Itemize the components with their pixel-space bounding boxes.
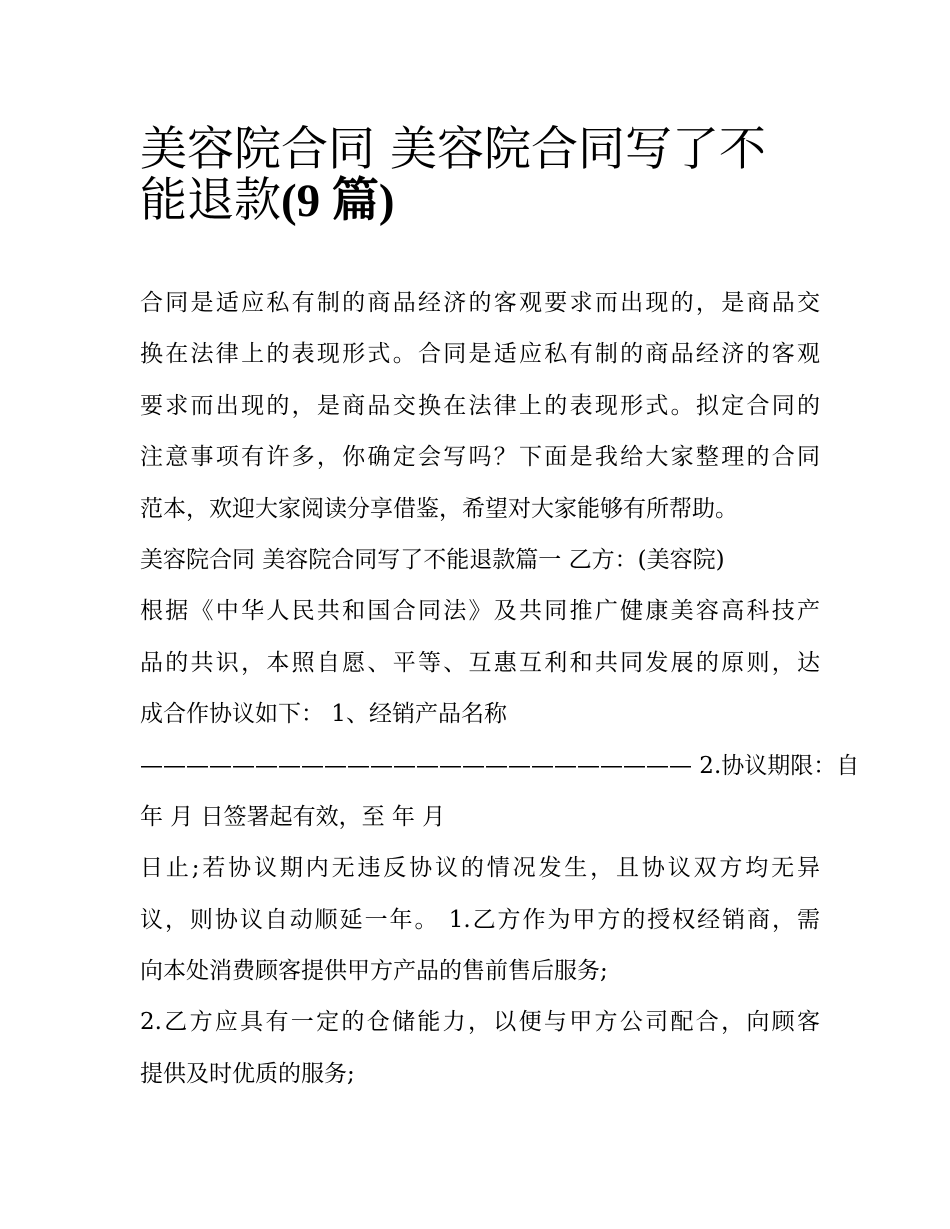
body-line: 2.乙方应具有一定的仓储能力，以便与甲方公司配合，向顾客	[140, 1009, 820, 1036]
title-line-2-count: (9 篇)	[281, 175, 395, 228]
body-line: 注意事项有许多，你确定会写吗？下面是我给大家整理的合同	[140, 444, 820, 471]
document-body	[140, 278, 860, 1100]
body-line: 日止;若协议期内无违反协议的情况发生，且协议双方均无异	[140, 855, 820, 882]
document-title	[140, 112, 820, 229]
body-line: 议，则协议自动顺延一年。 1.乙方作为甲方的授权经销商，需	[140, 906, 820, 933]
body-line: ———————————————————————— 2.协议期限：自	[140, 752, 860, 779]
title-line-1: 美容院合同 美容院合同写了不	[140, 122, 766, 177]
title-line-2-text: 能退款	[140, 173, 281, 229]
body-line: 年 月 日签署起有效，至 年 月	[140, 803, 446, 830]
body-line: 要求而出现的，是商品交换在法律上的表现形式。拟定合同的	[140, 392, 820, 419]
body-line: 范本，欢迎大家阅读分享借鉴，希望对大家能够有所帮助。	[140, 495, 738, 522]
body-line: 提供及时优质的服务;	[140, 1060, 355, 1087]
body-line: 根据《中华人民共和国合同法》及共同推广健康美容高科技产	[140, 598, 820, 625]
body-line: 成合作协议如下： 1、经销产品名称	[140, 701, 507, 728]
body-line: 合同是适应私有制的商品经济的客观要求而出现的，是商品交	[140, 290, 820, 316]
body-line: 换在法律上的表现形式。合同是适应私有制的商品经济的客观	[140, 341, 820, 368]
body-line: 美容院合同 美容院合同写了不能退款篇一 乙方：(美容院)	[140, 546, 725, 573]
body-line: 品的共识，本照自愿、平等、互惠互利和共同发展的原则，达	[140, 649, 820, 676]
body-line: 向本处消费顾客提供甲方产品的售前售后服务;	[140, 958, 608, 985]
